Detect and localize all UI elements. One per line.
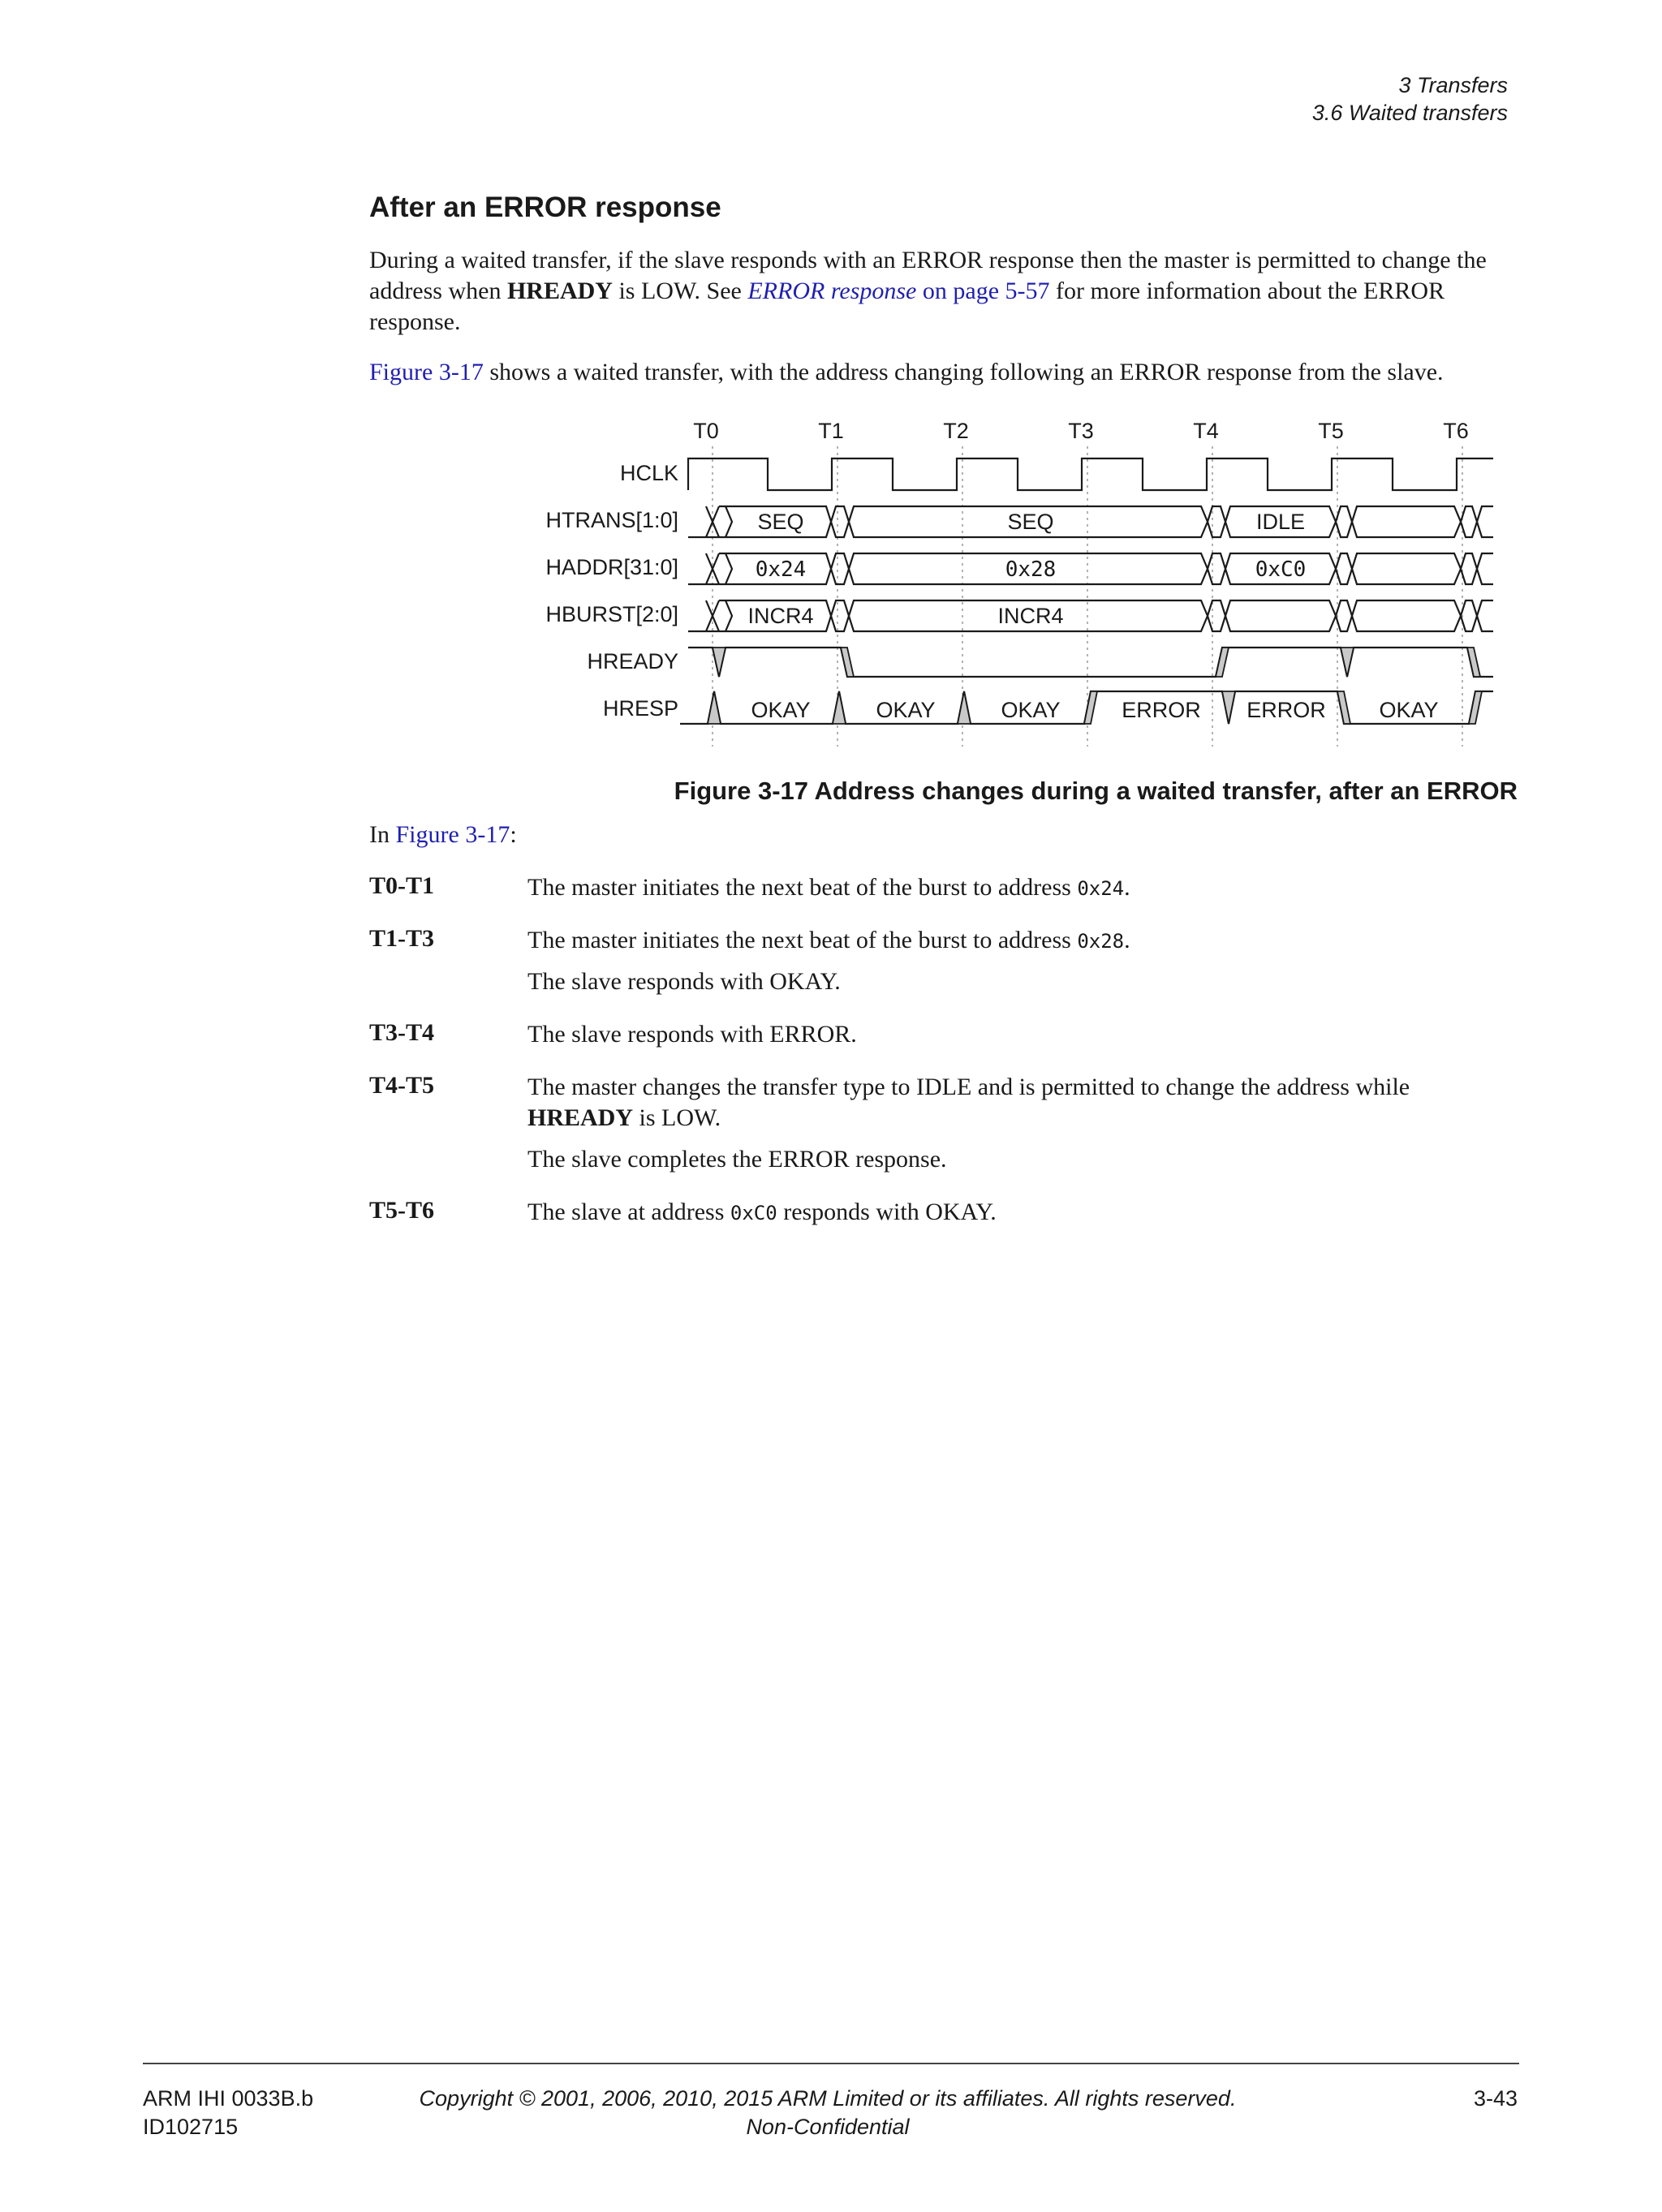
figure-caption: Figure 3-17 Address changes during a waited transfer, after an ERROR: [674, 777, 1518, 805]
item-description: The master initiates the next beat of the burst to address 0x28.: [527, 927, 1130, 953]
in-figure-text: In: [369, 821, 396, 848]
item-label: T4-T5: [369, 1072, 435, 1099]
timing-diagram: [0, 0, 1662, 763]
signal-name: HREADY: [506, 278, 613, 304]
intro-text: shows a waited transfer, with the address changing following an ERROR response from the slave.: [483, 359, 1444, 385]
item-description: The slave completes the ERROR response.: [527, 1146, 947, 1173]
signal-label-htrans: HTRANS[1:0]: [545, 508, 678, 532]
item-label: T3-T4: [369, 1019, 435, 1046]
hburst-value: INCR4: [747, 604, 814, 628]
clock-label-t5: T5: [1318, 419, 1344, 443]
clock-label-t0: T0: [693, 419, 719, 443]
haddr-waveform: [688, 553, 1493, 584]
item-description: The slave at address 0xC0 responds with OKAY.: [527, 1199, 997, 1225]
running-header-section: 3.6 Waited transfers: [1311, 101, 1508, 125]
hready-waveform-fill: [713, 648, 1480, 677]
hresp-waveform-fill: [708, 691, 1482, 724]
in-figure-text: :: [510, 821, 517, 848]
section-heading: After an ERROR response: [369, 192, 721, 223]
clock-label-t3: T3: [1068, 419, 1094, 443]
htrans-value: IDLE: [1255, 510, 1306, 534]
signal-label-haddr: HADDR[31:0]: [545, 555, 678, 579]
footer-confidentiality: Non-Confidential: [746, 2115, 910, 2139]
intro-text: During a waited transfer, if the slave responds with an ERROR response then the master is permitted to change the: [369, 247, 1487, 273]
haddr-value: 0x24: [755, 557, 807, 582]
item-description: The slave responds with OKAY.: [527, 968, 841, 995]
signal-label-hready: HREADY: [587, 649, 678, 673]
address-code: 0xC0: [730, 1202, 777, 1224]
footer-page-number: 3-43: [1473, 2086, 1518, 2111]
item-description: The master initiates the next beat of the burst to address 0x24.: [527, 874, 1130, 901]
signal-name: HREADY: [527, 1104, 634, 1131]
hresp-value: OKAY: [1379, 698, 1439, 722]
clock-gridlines: [713, 446, 1462, 747]
htrans-value: SEQ: [757, 510, 804, 534]
htrans-value: SEQ: [1007, 510, 1054, 534]
haddr-value: 0xC0: [1255, 557, 1307, 582]
hready-waveform: [688, 648, 1493, 677]
footer-rule: [143, 2063, 1519, 2064]
intro-text: is LOW. See: [612, 278, 748, 304]
item-description: The master changes the transfer type to IDLE and is permitted to change the address while HREADY is LOW.: [527, 1074, 1410, 1131]
footer-doc-number: ID102715: [143, 2115, 239, 2139]
item-label: T1-T3: [369, 925, 435, 952]
clock-label-t1: T1: [818, 419, 844, 443]
clock-label-t4: T4: [1193, 419, 1219, 443]
footer-copyright: Copyright © 2001, 2006, 2010, 2015 ARM Limited or its affiliates. All rights reserved.: [419, 2086, 1237, 2111]
hresp-value: OKAY: [751, 698, 811, 722]
hclk-waveform: [688, 458, 1493, 490]
signal-label-hburst: HBURST[2:0]: [545, 602, 678, 626]
haddr-value: 0x28: [1005, 557, 1057, 582]
intro-text: for more information about the ERROR: [1049, 278, 1445, 304]
item-label: T5-T6: [369, 1197, 435, 1224]
signal-label-hclk: HCLK: [619, 461, 678, 485]
intro-text: response.: [369, 308, 461, 335]
running-header-chapter: 3 Transfers: [1398, 73, 1508, 97]
address-code: 0x28: [1077, 930, 1125, 953]
clock-label-t6: T6: [1443, 419, 1469, 443]
error-response-link[interactable]: ERROR response on page 5-57: [747, 278, 1050, 304]
clock-label-t2: T2: [943, 419, 969, 443]
htrans-waveform: [688, 506, 1493, 537]
intro-text: address when: [369, 278, 507, 304]
hburst-value: INCR4: [997, 604, 1064, 628]
hresp-value: ERROR: [1122, 698, 1201, 722]
in-figure-line: [369, 820, 1522, 850]
item-label: T0-T1: [369, 872, 435, 899]
signal-label-hresp: HRESP: [602, 696, 678, 721]
item-description: The slave responds with ERROR.: [527, 1021, 857, 1048]
hresp-value: ERROR: [1246, 698, 1326, 722]
figure-link[interactable]: Figure 3-17: [369, 359, 484, 385]
address-code: 0x24: [1077, 877, 1125, 900]
footer-doc-id: ARM IHI 0033B.b: [143, 2086, 314, 2111]
hresp-value: OKAY: [876, 698, 936, 722]
hresp-value: OKAY: [1001, 698, 1061, 722]
figure-link[interactable]: Figure 3-17: [395, 821, 510, 848]
